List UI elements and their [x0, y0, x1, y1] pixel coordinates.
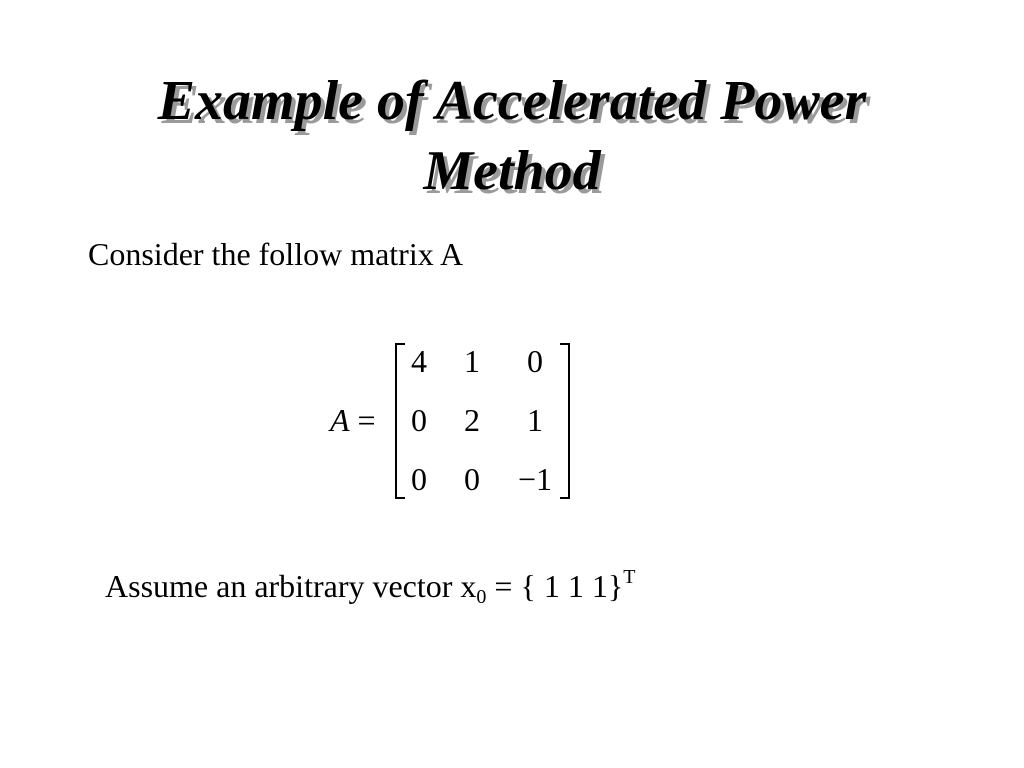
matrix-cell-r2-c1: 0: [411, 402, 427, 438]
vector-value: = { 1 1 1}: [486, 568, 624, 604]
matrix-cell-r2-c2: 2: [464, 402, 480, 438]
matrix-cell-r3-c2: 0: [464, 461, 480, 497]
matrix-cell-r3-c1: 0: [411, 461, 427, 497]
matrix-cell-r1-c1: 4: [411, 343, 427, 379]
transpose-superscript: T: [623, 566, 636, 588]
slide-title-line-2: Method: [423, 140, 601, 202]
assumption-lead: Assume an arbitrary vector x: [105, 568, 477, 604]
intro-text: Consider the follow matrix A: [88, 236, 464, 272]
equals-sign: =: [349, 402, 376, 438]
equation-lhs: [330, 400, 376, 440]
slide-title-line-1: Example of Accelerated Power: [157, 70, 867, 132]
matrix-cell-r3-c3: −1: [517, 461, 553, 497]
assumption-text: [105, 566, 636, 608]
equation-variable: A: [330, 402, 350, 438]
matrix-cell-r1-c2: 1: [464, 343, 480, 379]
vector-subscript: 0: [476, 586, 487, 608]
matrix-cell-r2-c3: 1: [527, 402, 543, 438]
matrix-cell-r1-c3: 0: [527, 343, 543, 379]
